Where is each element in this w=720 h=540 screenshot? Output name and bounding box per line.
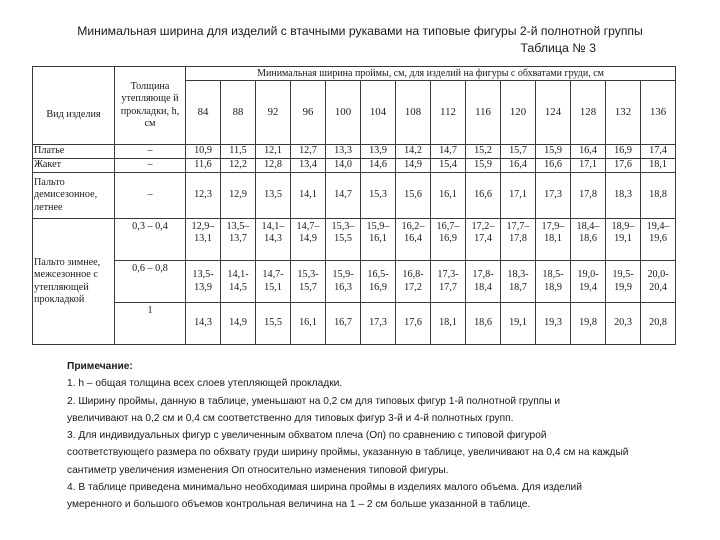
header-size-132: 132 xyxy=(606,81,641,145)
header-size-92: 92 xyxy=(256,81,291,145)
value-cell: 11,5 xyxy=(221,145,256,159)
value-range-start: 14,1- xyxy=(227,269,249,281)
value-cell: 16,4 xyxy=(571,145,606,159)
value-cell: 20,3 xyxy=(606,303,641,345)
value-cell: 12,9 xyxy=(221,173,256,219)
table-row xyxy=(33,159,676,173)
value-cell: 15,9 xyxy=(466,159,501,173)
value-cell: 16,1 xyxy=(291,303,326,345)
value-range-end: 15,7 xyxy=(299,281,317,293)
value-range-end: 19,9 xyxy=(614,281,632,293)
value-cell: 17,6 xyxy=(396,303,431,345)
value-range-end: 16,3 xyxy=(334,281,352,293)
value-range-end: 16,9 xyxy=(369,281,387,293)
header-thickness: Толщина утепляюще й прокладки, h, см xyxy=(115,67,186,145)
value-cell: 16,1 xyxy=(431,173,466,219)
header-size-104: 104 xyxy=(361,81,396,145)
value-cell: 12,2 xyxy=(221,159,256,173)
table-number: Таблица № 3 xyxy=(520,41,596,55)
header-span: Минимальная ширина проймы, см, для изделий на фигуры с обхватами груди, см xyxy=(186,67,676,81)
value-cell xyxy=(256,261,291,303)
notes-lines xyxy=(67,375,707,513)
note-line: 3. Для индивидуальных фигур с увеличенным обхватом плеча (Оп) по сравнению с типовой фигурой xyxy=(67,430,547,442)
value-cell xyxy=(396,261,431,303)
value-range-start: 20,0- xyxy=(647,269,669,281)
value-cell: 15,5 xyxy=(256,303,291,345)
value-cell: 17,8 xyxy=(571,173,606,219)
product-kind-cell: Платье xyxy=(33,145,115,159)
value-cell: 14,0 xyxy=(326,159,361,173)
table-row xyxy=(33,261,676,303)
value-cell xyxy=(221,261,256,303)
value-range-end: 13,1 xyxy=(194,233,212,245)
value-cell xyxy=(641,219,676,261)
value-cell: 12,1 xyxy=(256,145,291,159)
product-kind-cell: Жакет xyxy=(33,159,115,173)
value-range-end: 13,7 xyxy=(229,233,247,245)
value-range-end: 18,6 xyxy=(579,233,597,245)
table-row xyxy=(33,145,676,159)
value-cell: 19,3 xyxy=(536,303,571,345)
value-cell: 14,9 xyxy=(221,303,256,345)
thickness-cell: 0,3 – 0,4 xyxy=(115,219,186,261)
header-size-136: 136 xyxy=(641,81,676,145)
value-cell xyxy=(571,219,606,261)
value-cell xyxy=(536,219,571,261)
note-line: увеличивают на 0,2 см и 0,4 см соответственно для типовых фигур 3-й и 4-й полнотных групп. xyxy=(67,412,514,424)
value-cell xyxy=(396,219,431,261)
value-cell xyxy=(186,261,221,303)
product-kind-cell: Пальто демисезонное, летнее xyxy=(33,173,115,219)
value-cell: 17,6 xyxy=(606,159,641,173)
value-range-start: 15,9- xyxy=(332,269,354,281)
value-range-end: 17,7 xyxy=(439,281,457,293)
value-cell: 16,4 xyxy=(501,159,536,173)
value-range-end: 15,5 xyxy=(334,233,352,245)
value-cell xyxy=(501,261,536,303)
armhole-width-table xyxy=(32,66,676,345)
value-cell: 15,9 xyxy=(536,145,571,159)
value-range-start: 17,3- xyxy=(437,269,459,281)
value-range-end: 16,1 xyxy=(369,233,387,245)
value-cell xyxy=(431,219,466,261)
header-row xyxy=(33,67,676,81)
value-range-end: 19,1 xyxy=(614,233,632,245)
value-cell xyxy=(221,219,256,261)
header-size-100: 100 xyxy=(326,81,361,145)
value-cell: 15,2 xyxy=(466,145,501,159)
value-cell: 16,6 xyxy=(536,159,571,173)
value-cell xyxy=(431,261,466,303)
value-cell xyxy=(571,261,606,303)
thickness-cell: – xyxy=(115,159,186,173)
value-range-end: 14,9 xyxy=(299,233,317,245)
header-size-120: 120 xyxy=(501,81,536,145)
value-range-start: 18,3- xyxy=(507,269,529,281)
value-range-end: 18,7 xyxy=(509,281,527,293)
value-cell xyxy=(606,219,641,261)
value-cell: 18,8 xyxy=(641,173,676,219)
value-cell: 14,2 xyxy=(396,145,431,159)
value-range-end: 14,3 xyxy=(264,233,282,245)
value-range-start: 14,7– xyxy=(296,221,320,232)
value-range-start: 13,5- xyxy=(192,269,214,281)
value-cell xyxy=(256,219,291,261)
value-range-start: 14,7- xyxy=(262,269,284,281)
value-cell: 18,1 xyxy=(431,303,466,345)
thickness-cell: 1 xyxy=(115,303,186,345)
header-size-116: 116 xyxy=(466,81,501,145)
thickness-cell: – xyxy=(115,145,186,159)
value-range-end: 14,5 xyxy=(229,281,247,293)
value-cell: 18,6 xyxy=(466,303,501,345)
value-cell: 14,9 xyxy=(396,159,431,173)
note-line: сантиметр увеличения изменения Оп относительно изменения типовой фигуры. xyxy=(67,464,449,476)
header-product-kind xyxy=(33,67,115,145)
value-cell: 11,6 xyxy=(186,159,221,173)
header-product-kind-label: Вид изделия xyxy=(46,109,101,121)
value-range-end: 18,1 xyxy=(544,233,562,245)
value-cell: 20,8 xyxy=(641,303,676,345)
value-range-end: 18,9 xyxy=(544,281,562,293)
value-cell: 15,3 xyxy=(361,173,396,219)
value-range-start: 15,3– xyxy=(331,221,355,232)
value-cell xyxy=(291,261,326,303)
value-range-start: 19,5- xyxy=(612,269,634,281)
value-cell: 13,5 xyxy=(256,173,291,219)
value-range-start: 15,9– xyxy=(366,221,390,232)
value-range-start: 17,8- xyxy=(472,269,494,281)
value-cell xyxy=(326,219,361,261)
value-range-start: 15,3- xyxy=(297,269,319,281)
value-range-end: 19,4 xyxy=(579,281,597,293)
value-range-start: 16,5- xyxy=(367,269,389,281)
value-range-start: 16,2– xyxy=(401,221,425,232)
value-range-start: 13,5– xyxy=(226,221,250,232)
value-cell xyxy=(326,261,361,303)
value-range-end: 18,4 xyxy=(474,281,492,293)
header-size-108: 108 xyxy=(396,81,431,145)
value-cell xyxy=(466,219,501,261)
note-line: 4. В таблице приведена минимально необходимая ширина проймы в изделиях малого объема. Для изделий xyxy=(67,482,582,494)
header-size-112: 112 xyxy=(431,81,466,145)
header-size-128: 128 xyxy=(571,81,606,145)
value-range-start: 17,2– xyxy=(471,221,495,232)
value-cell xyxy=(361,261,396,303)
value-cell: 17,1 xyxy=(501,173,536,219)
notes xyxy=(67,358,707,514)
value-cell: 14,1 xyxy=(291,173,326,219)
value-cell: 13,9 xyxy=(361,145,396,159)
notes-heading: Примечание: xyxy=(67,361,133,372)
value-range-start: 17,9– xyxy=(541,221,565,232)
value-cell: 15,6 xyxy=(396,173,431,219)
value-cell xyxy=(186,219,221,261)
value-range-end: 19,6 xyxy=(649,233,667,245)
value-range-start: 14,1– xyxy=(261,221,285,232)
value-cell: 14,7 xyxy=(326,173,361,219)
note-line: соответствующего размера по обхвату груди ширину проймы, указанную в таблице, увеличивают на 0,4 см на каждый xyxy=(67,447,629,459)
value-cell: 19,8 xyxy=(571,303,606,345)
value-cell: 16,9 xyxy=(606,145,641,159)
value-range-start: 18,5- xyxy=(542,269,564,281)
value-cell: 19,1 xyxy=(501,303,536,345)
value-cell: 14,3 xyxy=(186,303,221,345)
thickness-cell: – xyxy=(115,173,186,219)
value-cell: 12,7 xyxy=(291,145,326,159)
header-size-84: 84 xyxy=(186,81,221,145)
header-size-96: 96 xyxy=(291,81,326,145)
value-cell: 17,3 xyxy=(361,303,396,345)
value-range-end: 13,9 xyxy=(194,281,212,293)
value-range-end: 17,4 xyxy=(474,233,492,245)
value-cell xyxy=(361,219,396,261)
value-range-start: 18,4– xyxy=(576,221,600,232)
value-cell: 17,1 xyxy=(571,159,606,173)
value-range-end: 16,9 xyxy=(439,233,457,245)
header-size-124: 124 xyxy=(536,81,571,145)
value-range-end: 17,8 xyxy=(509,233,527,245)
value-cell: 15,7 xyxy=(501,145,536,159)
value-cell xyxy=(536,261,571,303)
value-range-end: 17,2 xyxy=(404,281,422,293)
value-cell: 10,9 xyxy=(186,145,221,159)
value-cell: 16,6 xyxy=(466,173,501,219)
value-range-start: 19,4– xyxy=(646,221,670,232)
note-line: умеренного и большого объемов контрольная величина на 1 – 2 см больше указанной в таблице. xyxy=(67,499,531,511)
value-cell: 12,3 xyxy=(186,173,221,219)
value-range-start: 12,9– xyxy=(191,221,215,232)
document-title: Минимальная ширина для изделий с втачными рукавами на типовые фигуры 2-й полнотной группы xyxy=(77,24,643,38)
table-row xyxy=(33,219,676,261)
note-line: 2. Ширину проймы, данную в таблице, уменьшают на 0,2 см для типовых фигур 1-й полнотной группы и xyxy=(67,395,561,407)
value-cell: 18,1 xyxy=(641,159,676,173)
value-cell xyxy=(466,261,501,303)
value-cell: 18,3 xyxy=(606,173,641,219)
value-cell xyxy=(291,219,326,261)
table-row xyxy=(33,173,676,219)
value-cell: 15,4 xyxy=(431,159,466,173)
value-range-start: 19,0- xyxy=(577,269,599,281)
note-line: 1. h – общая толщина всех слоев утепляющей прокладки. xyxy=(67,378,343,390)
value-cell xyxy=(641,261,676,303)
value-cell: 16,7 xyxy=(326,303,361,345)
value-cell: 17,4 xyxy=(641,145,676,159)
product-kind-cell: Пальто зимнее, межсезонное с утепляющей прокладкой xyxy=(33,219,115,345)
value-cell: 17,3 xyxy=(536,173,571,219)
value-cell: 14,7 xyxy=(431,145,466,159)
value-range-start: 18,9– xyxy=(611,221,635,232)
thickness-cell: 0,6 – 0,8 xyxy=(115,261,186,303)
value-range-end: 20,4 xyxy=(649,281,667,293)
value-cell: 13,4 xyxy=(291,159,326,173)
value-range-end: 15,1 xyxy=(264,281,282,293)
table-row xyxy=(33,303,676,345)
value-range-start: 16,7– xyxy=(436,221,460,232)
value-range-start: 16,8- xyxy=(402,269,424,281)
value-cell xyxy=(606,261,641,303)
value-cell: 12,8 xyxy=(256,159,291,173)
value-cell xyxy=(501,219,536,261)
value-range-start: 17,7– xyxy=(506,221,530,232)
value-cell: 13,3 xyxy=(326,145,361,159)
header-size-88: 88 xyxy=(221,81,256,145)
value-cell: 14,6 xyxy=(361,159,396,173)
value-range-end: 16,4 xyxy=(404,233,422,245)
